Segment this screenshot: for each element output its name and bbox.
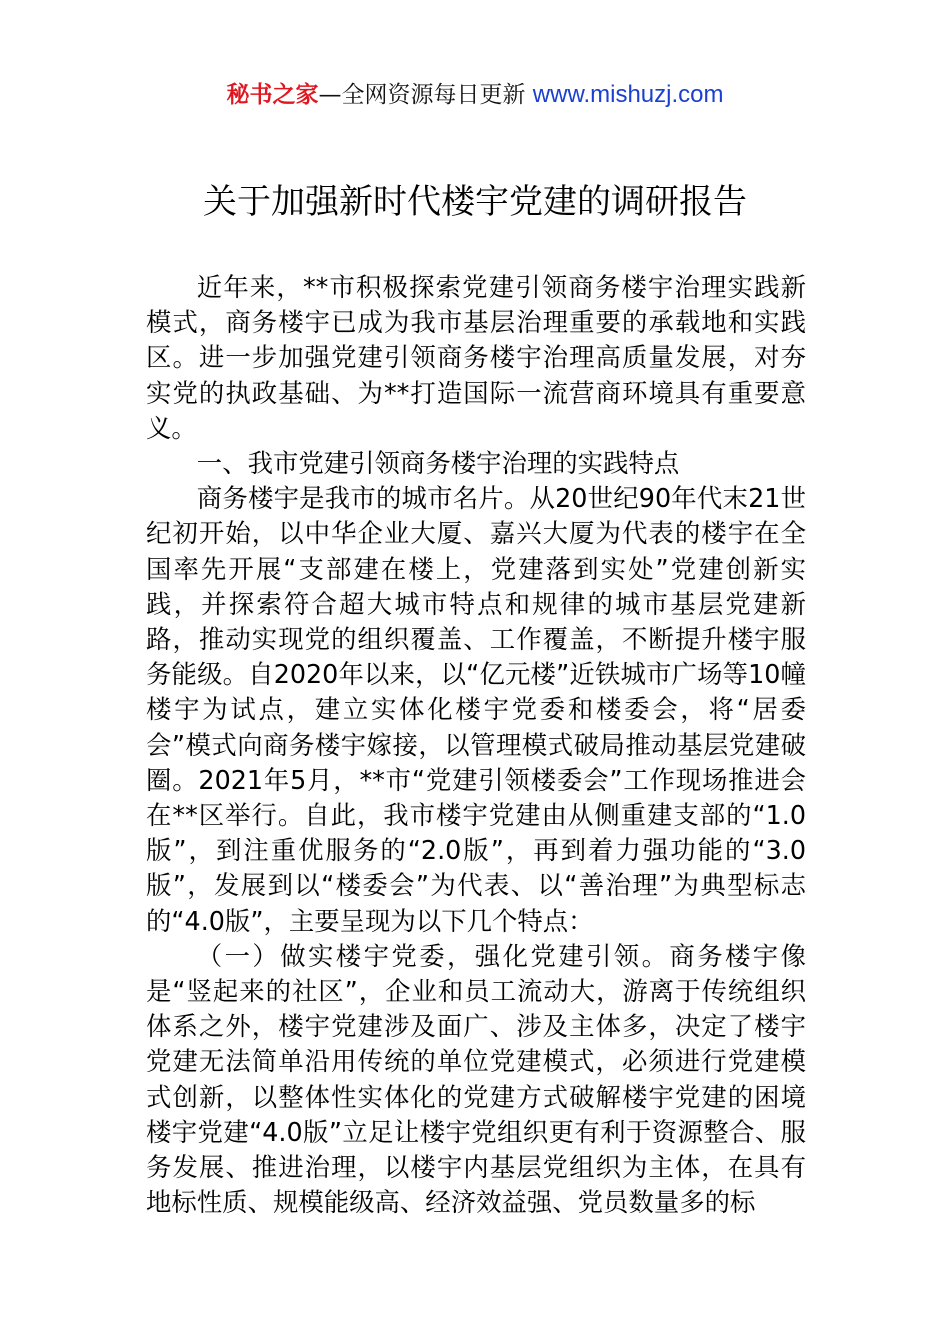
site-tagline: —全网资源每日更新 — [318, 82, 533, 108]
site-header — [0, 78, 950, 112]
site-brand: 秘书之家 — [226, 82, 319, 108]
paragraph-subsection-one: （一）做实楼宇党委，强化党建引领。商务楼宇像是“竖起来的社区”，企业和员工流动大，游离于传统组织体系之外，楼宇党建涉及面广、涉及主体多，决定了楼宇党建无法简单沿用传统的单位党建模式，必须进行党建模式创新，以整体性实体化的党建方式破解楼宇党建的困境楼宇党建“4.0版”立足让楼宇党组织更有利于资源整合、服务发展、推进治理，以楼宇内基层党组织为主体，在具有地标性质、规模能级高、经济效益强、党员数量多的标 — [146, 940, 806, 1218]
section-heading: 一、我市党建引领商务楼宇治理的实践特点 — [196, 448, 680, 479]
paragraph-intro: 近年来，**市积极探索党建引领商务楼宇治理实践新模式，商务楼宇已成为我市基层治理重要的承载地和实践区。进一步加强党建引领商务楼宇治理高质量发展，对夯实党的执政基础、为**打造国际一流营商环境具有重要意义。 — [146, 272, 806, 443]
paragraph-features: 商务楼宇是我市的城市名片。从20世纪90年代末21世纪初开始，以中华企业大厦、嘉兴大厦为代表的楼宇在全国率先开展“支部建在楼上，党建落到实处”党建创新实践，并探索符合超大城市特点和规律的城市基层党建新路，推动实现党的组织覆盖、工作覆盖，不断提升楼宇服务能级。自2020年以来，以“亿元楼”近铁城市广场等10幢楼宇为试点，建立实体化楼宇党委和楼委会，将“居委会”模式向商务楼宇嫁接，以管理模式破局推动基层党建破圈。2021年5月，**市“党建引领楼委会”工作现场推进会在**区举行。自此，我市楼宇党建由从侧重建支部的“1.0版”，到注重优服务的“2.0版”，再到着力强功能的“3.0版”，发展到以“楼委会”为代表、以“善治理”为典型标志的“4.0版”，主要呈现为以下几个特点： — [146, 483, 806, 936]
document-body — [146, 270, 806, 1220]
site-url-link[interactable]: www.mishuzj.com — [532, 81, 724, 108]
document-title: 关于加强新时代楼宇党建的调研报告 — [203, 182, 747, 222]
